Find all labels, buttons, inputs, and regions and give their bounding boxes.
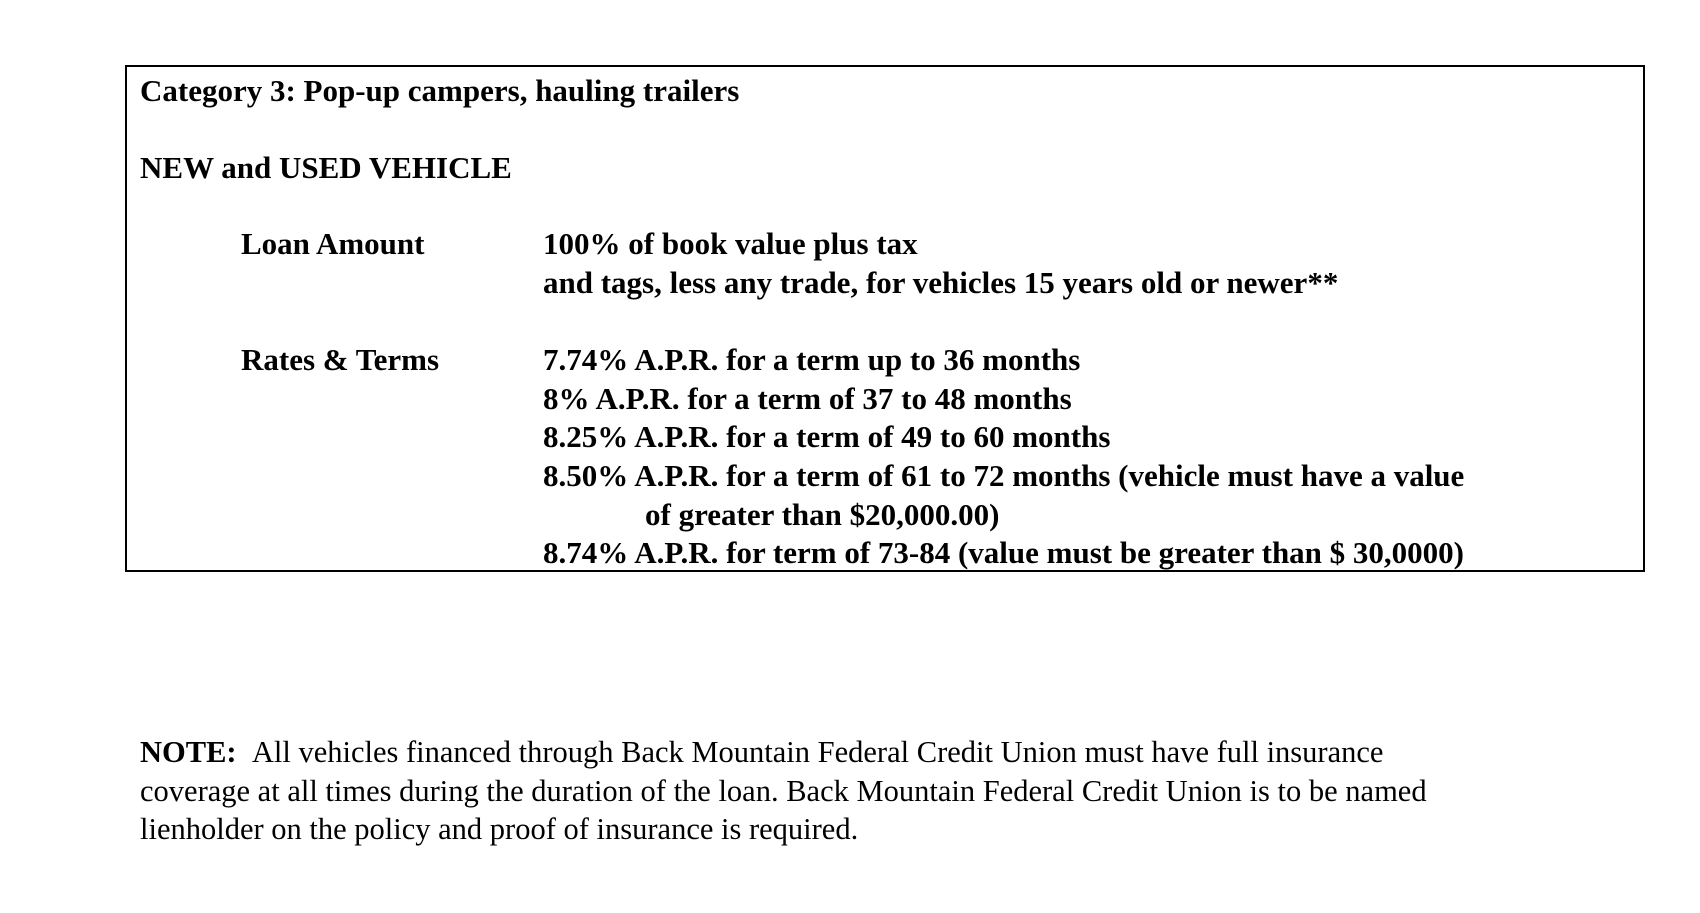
note-label: NOTE:	[140, 735, 237, 769]
note-text-1: All vehicles financed through Back Mountain Federal Credit Union must have full insurance	[251, 735, 1384, 769]
rate-line-3: 8.25% A.P.R. for a term of 49 to 60 months	[543, 419, 1111, 454]
note-line-1	[140, 733, 1640, 772]
insurance-note	[140, 733, 1640, 849]
loan-amount-line-1: 100% of book value plus tax	[543, 226, 918, 261]
loan-amount-line-2: and tags, less any trade, for vehicles 15 years old or newer**	[543, 265, 1339, 300]
rate-line-1: 7.74% A.P.R. for a term up to 36 months	[543, 342, 1081, 377]
note-line-2: coverage at all times during the duration of the loan. Back Mountain Federal Credit Union is to be named	[140, 773, 1427, 808]
vehicle-type-heading: NEW and USED VEHICLE	[140, 150, 512, 185]
loan-amount-label: Loan Amount	[241, 226, 425, 261]
rate-line-4: 8.50% A.P.R. for a term of 61 to 72 months (vehicle must have a value	[543, 458, 1465, 493]
rate-line-2: 8% A.P.R. for a term of 37 to 48 months	[543, 381, 1072, 416]
category-title: Category 3: Pop-up campers, hauling trailers	[140, 73, 740, 108]
rate-line-4-continued: of greater than $20,000.00)	[645, 497, 1000, 532]
rate-line-5: 8.74% A.P.R. for term of 73-84 (value must be greater than $ 30,0000)	[543, 535, 1464, 570]
note-line-3: lienholder on the policy and proof of insurance is required.	[140, 812, 859, 846]
rates-terms-label: Rates & Terms	[241, 342, 440, 377]
